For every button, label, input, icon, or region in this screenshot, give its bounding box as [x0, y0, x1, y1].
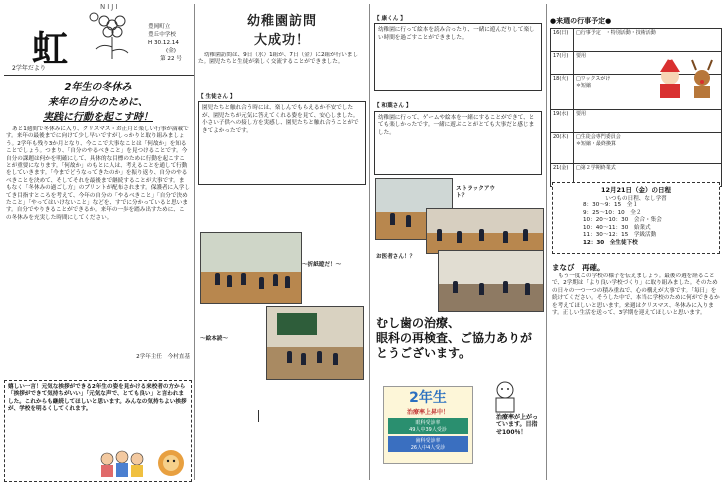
- timetable-line: 10：20～10：30 会合・集会: [583, 217, 662, 224]
- timetable-line: 12：30 全生徒下校: [583, 239, 638, 246]
- schedule-row: [551, 110, 722, 133]
- schedule-event: □ワックスがけ ＊短縮: [574, 75, 722, 110]
- kindergarten-photo-2: [266, 306, 364, 380]
- classroom-photo: [438, 250, 544, 312]
- column-divider-2: [369, 4, 370, 480]
- health-banner-line2: 眼科の再検査、ご協力ありがとうございます。: [376, 331, 533, 360]
- schedule-title: ●来週の行事予定●: [550, 17, 612, 25]
- kindergarten-title: 幼稚園訪問: [246, 14, 317, 29]
- kindergarten-intro: 幼稚園訪問は、9日（水）1組が、7日（金）に2組が行いました。園児たちと生徒が楽しく交流することができました。: [198, 52, 359, 66]
- schedule-event: 要用: [574, 52, 722, 75]
- timetable-line: 9：25～10：10 全２: [583, 209, 642, 216]
- issue-number: 第 22 号: [160, 56, 182, 62]
- closing-title: 12月21日（金）の日程: [600, 186, 672, 194]
- schedule-date: 20(木): [551, 133, 574, 164]
- schedule-event: 要用: [574, 110, 722, 133]
- column-divider-3: [546, 4, 547, 480]
- column-divider: [194, 4, 195, 480]
- schedule-date: 17(月): [551, 52, 574, 75]
- winter-title: 2年生の冬休み: [64, 82, 132, 93]
- student-voice-box: 園児たちと触れ合う時には、楽しんでもらえるか不安でしたが、園児たちが元気に答えてくれる姿を見て、安心しました。小さい子供への接し方を実感し、園児たちと触れ合うことができてよかったです。: [198, 101, 366, 185]
- greeting-body: 嬉しい一言！元気な挨拶ができる2年生の姿を見かける来校者の方から「挨拶ができて気持ちがいい」「元気な声で、とても良い」と言われました。これからも継続してほしいと思います。みんなの気持ちよい挨拶が、学校を明るくしてくれます。: [8, 384, 187, 413]
- health-banner: [376, 314, 542, 361]
- kindergarten-photo-1: [200, 232, 302, 304]
- timetable-line: 10：40～11：30 始業式: [583, 224, 651, 231]
- schedule-date: 21(金): [551, 164, 574, 187]
- winter-signature: 2学年主任 今村直基: [136, 354, 190, 360]
- gym-photo: [426, 208, 544, 254]
- poster-line-4: 26人中4人受診: [410, 445, 446, 451]
- winter-article: [6, 78, 190, 361]
- masthead-title: 虹: [32, 28, 69, 70]
- closing-subtitle: いつもの日程、なし学習: [605, 196, 667, 202]
- poster-dental-box: [388, 436, 468, 452]
- poster-line-3: 歯科受診率: [415, 438, 441, 444]
- voice-label-1: 【 康くん 】: [374, 16, 406, 22]
- schedule-event: □第２学期終業式: [574, 164, 722, 187]
- doctor-question: お医者さん！？: [376, 254, 416, 260]
- schedule-date: 19(水): [551, 110, 574, 133]
- student-voice-label: 【 生徒さん 】: [198, 94, 236, 100]
- health-banner-line1: むし歯の治療、: [376, 316, 461, 330]
- greeting-children-icon: [97, 447, 157, 479]
- winter-body: あと1週間で冬休みに入り、クリスマス・お正月と楽しい行事が満載です。来年の最後までに向けて少し早いですがしっかりと取り組みましょう。2学年も残り3か月となり、今ここで大事なことは「何故か」を知ることでしょう。つまり、「自分のやるべきこと」を見つけることです。今自分の課題は何かを明確にして、具体的な目標のために行動を起こすことが重要になります。「何故か」のもとに人は、考えることを通して行動をしていきます。「今までどうなってきたのか」を振り返り、自分のやるべきことを決めて、そしてそれを最後まで継続することが大事です。まもなく「冬休みの過ごし方」のプリントが配布されます。保護者に入学してき目指すところを考えて、今年の自分の「やるべきこと」「自分で決めたこと」「やってはいけないこと」などを、すでに分かっていると思います。自分でやりきることができるか。来年の一歩を踏み出すために、この冬休みを充実した時間にしてください。: [6, 126, 190, 221]
- flower-illustration-icon: [82, 9, 142, 64]
- doctor-illustration-icon: [488, 378, 522, 414]
- poster-title: 2年生: [409, 390, 447, 406]
- issue-date: H 30.12.14: [148, 40, 179, 46]
- voice-label-2: 【 和葉さん 】: [374, 103, 412, 110]
- masthead-divider: [4, 75, 194, 76]
- masthead-romaji: NIJI: [100, 3, 120, 11]
- health-poster: [383, 386, 473, 464]
- timetable-line: 11：30～12：15 学級活動: [583, 232, 657, 239]
- lion-mascot-icon: [155, 447, 187, 479]
- timetable-line: 8：30～9：15 全１: [583, 202, 638, 208]
- schedule-row: [551, 133, 722, 164]
- masthead: [4, 3, 194, 73]
- strike-out-caption: ストラックアウト？: [456, 186, 496, 200]
- schedule-event: □生徒会専門委員会 ＊短縮・最終換算: [574, 133, 722, 164]
- voice-text-2: 幼稚園に行って、ゲームや絵本を一緒にすることができて、とても楽しかったです。一緒に遊ぶことがとても大事だと感じました。: [374, 111, 542, 175]
- voice-text-1: 幼稚園に行って絵本を読み合ったり、一緒に遊んだりして楽しい時間を過ごすことができました。: [374, 23, 542, 91]
- kindergarten-subtitle: 大成功！: [253, 33, 310, 48]
- school-name-2: 豊丘中学校: [148, 32, 176, 38]
- winter-slogan: 実践に行動を起こす時！: [43, 112, 153, 123]
- schedule-date: 16(日): [551, 29, 574, 52]
- masthead-tagline: 2学年だより: [12, 65, 46, 72]
- manabi-section: [552, 262, 720, 469]
- schedule-row: [551, 29, 722, 52]
- small-divider: [258, 410, 259, 422]
- school-name: 豊岡町立: [148, 24, 171, 30]
- poster-eye-box: [388, 418, 468, 434]
- closing-timetable: [553, 202, 719, 248]
- kindergarten-article: [198, 10, 366, 185]
- poster-line-2: 49人中39人受診: [409, 427, 447, 433]
- health-note: 治療率が上がっています。目指せ100％！: [496, 414, 539, 436]
- schedule-table: [550, 28, 722, 187]
- greeting-box: [4, 380, 192, 482]
- kindergarten-photo-2-caption: ～絵本読～: [200, 336, 228, 342]
- schedule-section: [550, 16, 722, 187]
- schedule-date: 18(火): [551, 75, 574, 110]
- issue-day: (金): [166, 48, 176, 54]
- manabi-body: もう一度この学校の様子を伝えましょう。最後の週を経ることで、2学期は「より良い学校づくり」に取り組みました。そのための日々の一つ一つの積み重ねで、心の構えが大事です。「毎日」を続けてください。そうした中で、本当に学校のために何ができるかを考えてほしいと思います。来週はクリスマス、冬休みに入ります。正しい生活を送って、3学期を迎えてほしいと思います。: [552, 273, 720, 317]
- manabi-title: まなび 再確。: [552, 263, 605, 272]
- closing-day-box: [552, 182, 720, 254]
- voices-section: [374, 16, 542, 175]
- poster-subtitle: 治療率上昇中！: [406, 409, 449, 416]
- winter-subtitle: 来年の自分のために、: [48, 97, 148, 108]
- poster-line-1: 眼科受診率: [415, 420, 441, 426]
- santa-reindeer-icon: [652, 54, 722, 100]
- schedule-event: □行事予定 ・特別活動・技術活動: [574, 29, 722, 52]
- kindergarten-photo-1-caption: ～折紙遊だ！～: [302, 262, 342, 268]
